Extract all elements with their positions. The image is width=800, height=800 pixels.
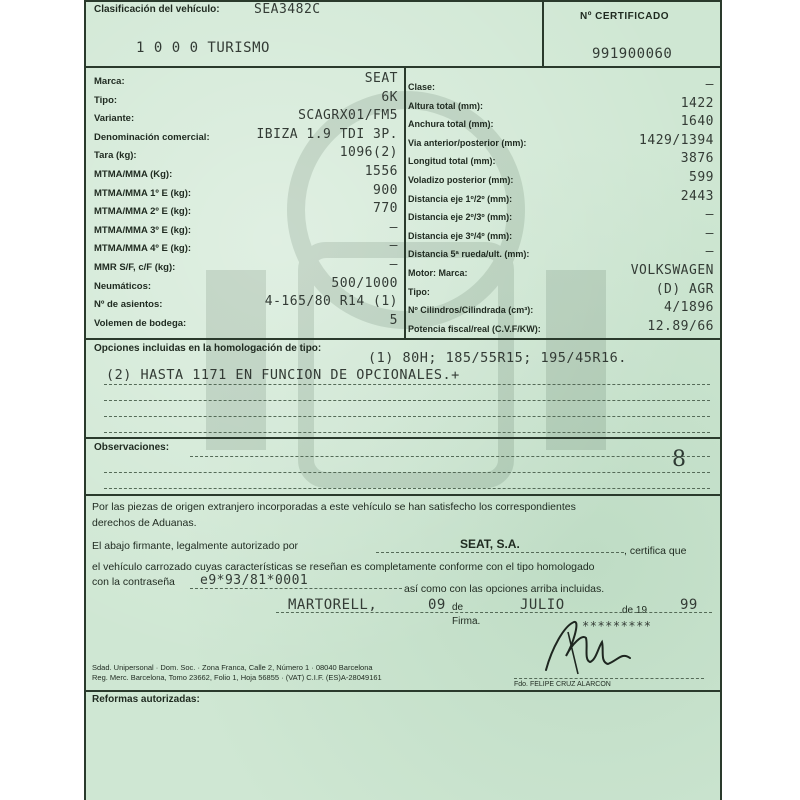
left-field-label: MTMA/MMA (Kg): xyxy=(94,169,173,180)
right-field-value: — xyxy=(705,207,714,223)
left-field-label: Tipo: xyxy=(94,94,118,106)
left-field-value: 770 xyxy=(373,201,398,217)
right-field-value: VOLKSWAGEN xyxy=(630,263,714,278)
left-field-value: 4-165/80 R14 (1) xyxy=(264,294,398,310)
right-field-value: — xyxy=(705,225,714,241)
declaracion-p1: Por las piezas de origen extranjero incorporadas a este vehículo se han satisfecho los correspondientes xyxy=(92,501,576,513)
certificado-value: 991900060 xyxy=(592,46,673,62)
opciones-line1: (1) 80H; 185/55R15; 195/45R16. xyxy=(368,350,627,366)
opciones-line2: (2) HASTA 1171 EN FUNCION DE OPCIONALES.+ xyxy=(106,367,460,383)
observaciones-label: Observaciones: xyxy=(94,442,170,453)
right-field-label: Motor: Marca: xyxy=(408,268,468,278)
left-field-value: 500/1000 xyxy=(331,275,398,291)
left-field-label: Variante: xyxy=(94,113,135,125)
certificado-label: Nº CERTIFICADO xyxy=(580,11,669,22)
right-field-value: — xyxy=(705,77,714,92)
left-field-label: Marca: xyxy=(94,76,125,87)
signature-stars: ********* xyxy=(582,619,652,633)
left-field-value: IBIZA 1.9 TDI 3P. xyxy=(256,126,398,142)
place-value: MARTORELL, xyxy=(288,597,378,613)
declaracion-p4a: con la contraseña xyxy=(92,576,175,588)
opciones-label: Opciones incluidas en la homologación de tipo: xyxy=(94,343,322,354)
observaciones-handwritten-mark: 8 xyxy=(672,447,686,472)
right-field-value: 1429/1394 xyxy=(639,132,714,148)
left-field-label: MTMA/MMA 1º E (kg): xyxy=(94,187,192,199)
left-field-label: Volemen de bodega: xyxy=(94,317,187,329)
right-field-label: Tipo: xyxy=(408,286,430,297)
left-field-value: — xyxy=(389,219,398,235)
de-label-2: de 19 xyxy=(622,605,648,616)
right-field-label: Nº Cilindros/Cilindrada (cm³): xyxy=(408,305,534,316)
right-field-value: 12.89/66 xyxy=(647,318,714,334)
right-field-label: Altura total (mm): xyxy=(408,100,483,111)
year-value: 99 xyxy=(680,597,698,613)
right-field-label: Distancia eje 3º/4º (mm): xyxy=(408,230,513,241)
signature xyxy=(538,612,688,680)
de-label-1: de xyxy=(452,602,464,613)
right-field-label: Distancia eje 2º/3º (mm): xyxy=(408,212,513,223)
left-field-label: Nº de asientos: xyxy=(94,299,163,311)
clasificacion-value: 1 0 0 0 TURISMO xyxy=(136,40,270,56)
left-field-label: MMR S/F, c/F (kg): xyxy=(94,262,176,273)
left-field-label: MTMA/MMA 4º E (kg): xyxy=(94,243,192,255)
right-field-label: Voladizo posterior (mm): xyxy=(408,175,514,185)
right-field-value: 4/1896 xyxy=(664,300,714,316)
left-field-label: Tara (kg): xyxy=(94,150,137,162)
left-field-value: 5 xyxy=(389,312,398,328)
footer-line2: Reg. Merc. Barcelona, Tomo 23662, Folio 1, Hoja 56855 · (VAT) C.I.F. (ES)A-28049161 xyxy=(92,673,382,682)
right-field-label: Clase: xyxy=(408,82,436,92)
declaracion-p3: el vehículo carrozado cuyas características se reseñan es completamente conforme con el tipo homologado xyxy=(92,561,595,573)
left-field-value: 1096(2) xyxy=(339,145,398,161)
declaracion-p4b: así como con las opciones arriba incluidas. xyxy=(404,583,605,595)
left-field-label: MTMA/MMA 2º E (kg): xyxy=(94,206,192,218)
right-field-value: (D) AGR xyxy=(655,281,714,297)
left-field-value: — xyxy=(389,257,398,272)
left-field-value: 900 xyxy=(373,182,398,198)
coat-of-arms-watermark xyxy=(186,70,626,490)
right-field-label: Distancia 5ª rueda/ult. (mm): xyxy=(408,249,530,260)
contrasena-value: e9*93/81*0001 xyxy=(200,573,309,588)
left-field-label: Denominación comercial: xyxy=(94,131,210,143)
right-field-label: Anchura total (mm): xyxy=(408,119,494,130)
left-field-label: MTMA/MMA 3º E (kg): xyxy=(94,224,192,236)
right-field-label: Potencia fiscal/real (C.V.F/KW): xyxy=(408,323,541,334)
left-field-label: Neumáticos: xyxy=(94,280,152,292)
right-field-value: 1640 xyxy=(680,114,714,130)
right-field-label: Via anterior/posterior (mm): xyxy=(408,137,527,148)
right-field-value: — xyxy=(705,244,714,260)
right-field-value: 1422 xyxy=(680,95,714,111)
firm-name: SEAT, S.A. xyxy=(460,537,520,551)
clasificacion-code: SEA3482C xyxy=(254,2,321,17)
signer-name: Fdo. FELIPE CRUZ ALARCON xyxy=(514,681,611,688)
right-field-label: Distancia eje 1º/2º (mm): xyxy=(408,193,513,204)
firma-label: Firma. xyxy=(452,616,481,627)
month-value: JULIO xyxy=(520,597,565,613)
left-field-value: SCAGRX01/FM5 xyxy=(298,108,398,124)
right-field-value: 599 xyxy=(689,170,714,185)
left-field-value: 1556 xyxy=(364,164,398,179)
footer-line1: Sdad. Unipersonal · Dom. Soc. · Zona Franca, Calle 2, Número 1 · 08040 Barcelona xyxy=(92,663,373,672)
declaracion-p2a: El abajo firmante, legalmente autorizado por xyxy=(92,540,299,552)
declaracion-p2b: , certifica que xyxy=(624,545,687,557)
clasificacion-label: Clasificación del vehículo: xyxy=(94,4,220,15)
left-field-value: 6K xyxy=(381,89,398,105)
reformas-label: Reformas autorizadas: xyxy=(92,694,200,705)
left-field-value: SEAT xyxy=(364,71,398,86)
right-field-value: 2443 xyxy=(680,188,714,204)
certificate-document xyxy=(84,0,722,800)
declaracion-p1b: derechos de Aduanas. xyxy=(92,517,197,529)
day-value: 09 xyxy=(428,597,446,613)
right-field-label: Longitud total (mm): xyxy=(408,156,496,167)
left-field-value: — xyxy=(389,238,398,254)
right-field-value: 3876 xyxy=(680,151,714,167)
